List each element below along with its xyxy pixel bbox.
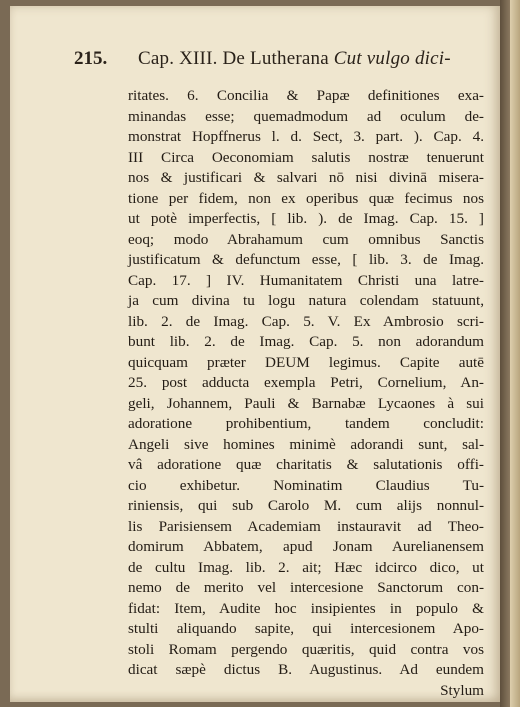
text-line: lis Parisiensem Academiam instauravit ad Theo- — [128, 517, 484, 535]
running-title-roman: Cap. XIII. De Lutherana — [138, 48, 329, 69]
page-number: 215. — [74, 48, 108, 69]
text-line: eoq; modo Abrahamum cum omnibus Sanctis — [128, 230, 484, 248]
book-page — [10, 6, 500, 702]
text-line: Cap. 17. ] IV. Humanitatem Christi una latre- — [128, 271, 484, 289]
running-title — [138, 48, 451, 69]
text-line: domirum Abbatem, apud Jonam Aurelianensem — [128, 538, 484, 555]
text-line: ritates. 6. Concilia & Papæ definitiones exa- — [128, 87, 484, 104]
text-line: riniensis, qui sub Carolo M. cum alijs nonnul- — [128, 497, 484, 514]
catchword: Stylum — [440, 681, 484, 699]
text-line: stulti aliquando sapite, qui intercesionem Apo- — [128, 620, 484, 637]
text-line: monstrat Hopffnerus l. d. Sect, 3. part. ). Cap. 4. — [128, 128, 484, 145]
text-line: III Circa Oeconomiam salutis nostræ tenuerunt — [128, 148, 484, 166]
text-line: tione per fidem, non ex operibus quæ fecimus nos — [128, 189, 484, 207]
text-line: nemo de merito vel intercesione Sanctorum con- — [128, 579, 484, 596]
text-line: stoli Romam pergendo quæritis, quid contra vos — [128, 640, 484, 658]
text-line: adoratione prohibentium, tandem concludit: — [128, 415, 484, 432]
text-line: ja cum divina tu logu natura colendam statuunt, — [128, 292, 484, 309]
text-line: dicat sæpè dictus B. Augustinus. Ad eundem — [128, 661, 484, 678]
text-line: justificatum & defunctum esse, [ lib. 3. de Imag. — [128, 251, 484, 268]
text-line: quicquam præter DEUM legimus. Capite autē — [128, 353, 484, 371]
text-line: ut potè imperfectis, [ lib. ). de Imag. Cap. 15. ] — [128, 210, 484, 227]
text-line: minandas esse; quemadmodum ad oculum de- — [128, 107, 484, 125]
running-title-italic: Cut vulgo dici- — [333, 48, 451, 69]
body-text — [128, 86, 484, 701]
text-line: cio exhibetur. Nominatim Claudius Tu- — [128, 476, 484, 494]
page-header — [74, 48, 484, 70]
text-line: nos & justificari & salvari nō nisi divinā misera- — [128, 169, 484, 186]
text-line: 25. post adducta exempla Petri, Cornelium, An- — [128, 374, 484, 391]
page-edge-shadow — [500, 0, 510, 707]
book-gutter — [500, 0, 520, 707]
text-line: vâ adoratione quæ charitatis & salutationis offi- — [128, 456, 484, 473]
text-line: fidat: Item, Audite hoc insipientes in populo & — [128, 599, 484, 617]
text-line: bunt lib. 2. de Imag. Cap. 5. non adorandum — [128, 333, 484, 350]
text-line: geli, Johannem, Pauli & Barnabæ Lycaones à sui — [128, 394, 484, 412]
text-line: Angeli sive homines minimè adorandi sunt, sal- — [128, 435, 484, 453]
text-line: lib. 2. de Imag. Cap. 5. V. Ex Ambrosio scri- — [128, 312, 484, 330]
text-line: de cultu Imag. lib. 2. ait; Hæc idcirco dico, ut — [128, 558, 484, 576]
